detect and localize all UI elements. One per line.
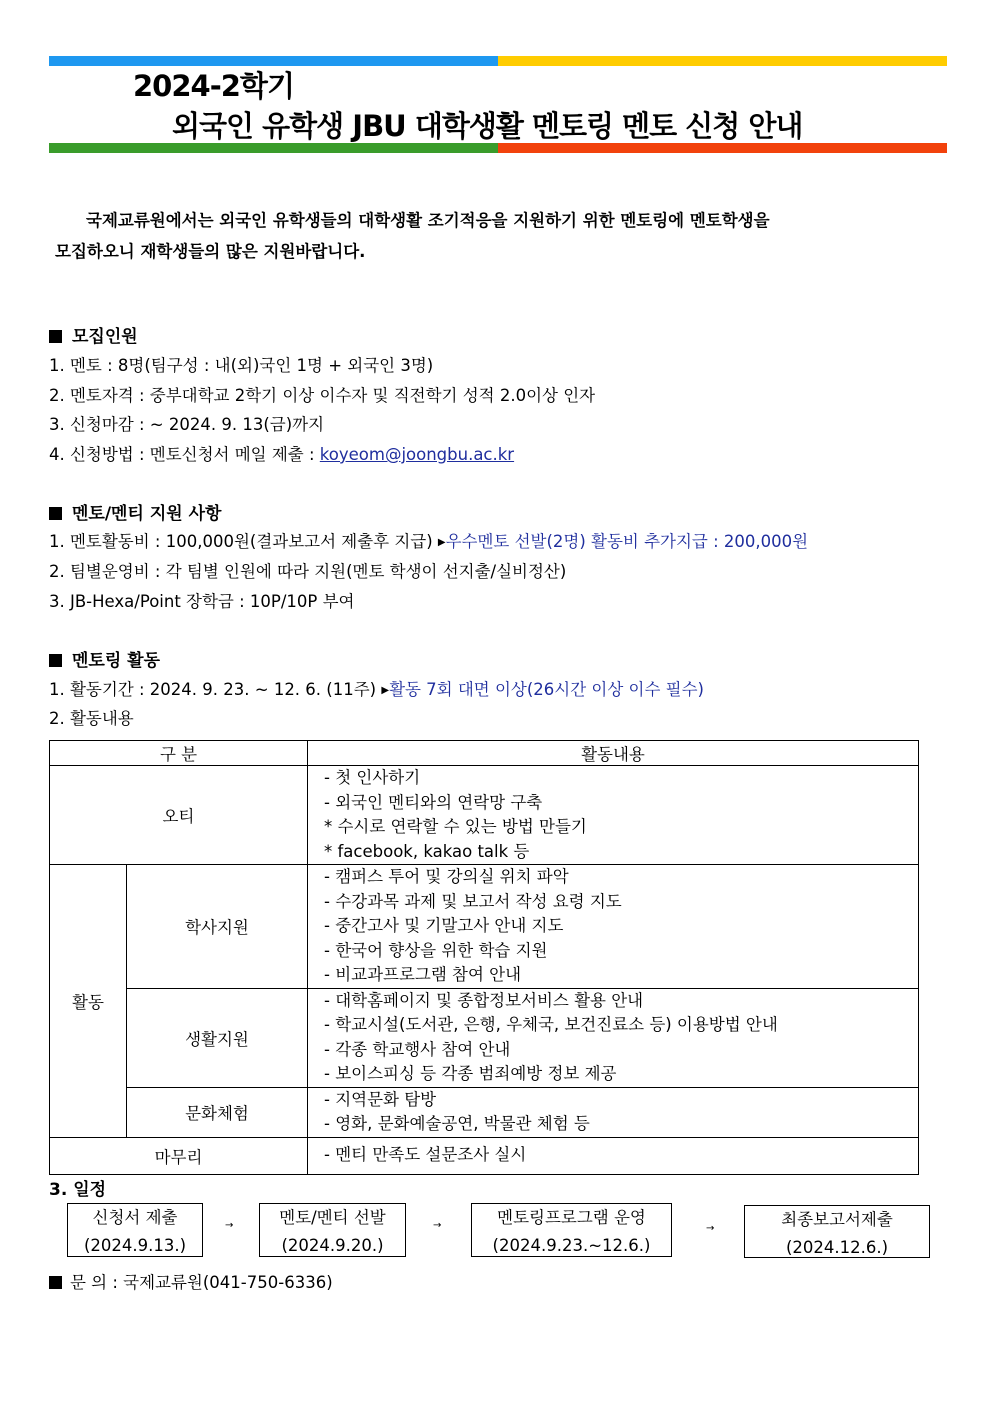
section-activity-heading: [49, 646, 160, 671]
row-list-life: [308, 988, 919, 1087]
square-bullet-icon: [49, 507, 62, 520]
arrow-right-icon: →: [433, 1220, 442, 1231]
activity-period: [49, 676, 704, 700]
list-item: * facebook, kakao talk 등: [324, 841, 530, 861]
table-header-category: 구 분: [50, 741, 308, 766]
support-item-1-note: 우수멘토 선발(2명) 활동비 추가지급 : 200,000원: [445, 532, 809, 551]
list-item: - 중간고사 및 기말고사 안내 지도: [324, 916, 564, 935]
row-list-academic: [308, 865, 919, 989]
section-recruit-heading: [49, 322, 138, 347]
row-list-ot: [308, 766, 919, 865]
list-item: - 첫 인사하기: [324, 768, 421, 787]
list-item: - 캠퍼스 투어 및 강의실 위치 파악: [324, 867, 569, 886]
intro-paragraph: [55, 205, 905, 267]
schedule-step-date: (2024.9.20.): [281, 1236, 384, 1255]
section-support-title: 멘토/멘티 지원 사항: [72, 504, 222, 524]
header-bar-yellow: [498, 56, 947, 66]
schedule-step-1: [67, 1203, 203, 1257]
list-item: - 보이스피싱 등 각종 범죄예방 정보 제공: [324, 1064, 617, 1083]
activity-period-text: 1. 활동기간 : 2024. 9. 23. ~ 12. 6. (11주): [49, 680, 377, 699]
support-item-1-text: 1. 멘토활동비 : 100,000원(결과보고서 제출후 지급): [49, 532, 433, 551]
row-label-activity: 활동: [50, 865, 127, 1138]
activity-period-note: 활동 7회 대면 이상(26시간 이상 이수 필수): [389, 680, 704, 699]
list-item: - 지역문화 탐방: [324, 1089, 437, 1109]
list-item: - 각종 학교행사 참여 안내: [324, 1039, 511, 1059]
list-item: - 멘티 만족도 설문조사 실시: [324, 1145, 527, 1165]
square-bullet-icon: [49, 330, 62, 343]
header-bar-red: [498, 143, 947, 153]
list-item: - 한국어 향상을 위한 학습 지원: [324, 940, 548, 960]
row-label-life: 생활지원: [127, 988, 308, 1087]
activity-content-label: 2. 활동내용: [49, 709, 134, 728]
table-row-academic: [50, 865, 919, 989]
schedule-step-label: 멘토링프로그램 운영: [497, 1208, 646, 1227]
recruit-item-4: [49, 441, 514, 465]
schedule-step-date: (2024.9.13.): [83, 1236, 187, 1255]
schedule-heading: 3. 일정: [49, 1180, 107, 1200]
email-link[interactable]: koyeom@joongbu.ac.kr: [319, 445, 515, 464]
section-activity-title: 멘토링 활동: [72, 651, 161, 671]
schedule-step-date: (2024.12.6.): [785, 1238, 889, 1257]
table-row-ot: [50, 766, 919, 865]
list-item: - 학교시설(도서관, 은행, 우체국, 보건진료소 등) 이용방법 안내: [324, 1015, 778, 1034]
row-list-culture: [308, 1087, 919, 1137]
recruit-item-2: 2. 멘토자격 : 중부대학교 2학기 이상 이수자 및 직전학기 성적 2.0이상 인자: [49, 386, 596, 405]
schedule-step-2: [259, 1203, 406, 1257]
square-bullet-icon: [49, 654, 62, 667]
header-bar-green: [49, 143, 498, 153]
support-item-1: [49, 528, 808, 552]
recruit-item-3: 3. 신청마감 : ~ 2024. 9. 13(금)까지: [49, 415, 325, 434]
arrow-right-icon: →: [225, 1220, 234, 1231]
activity-table: [49, 740, 919, 1175]
support-item-2: 2. 팀별운영비 : 각 팀별 인원에 따라 지원(멘토 학생이 선지출/실비정산): [49, 562, 567, 581]
section-recruit-title: 모집인원: [72, 327, 138, 347]
support-item-3: 3. JB-Hexa/Point 장학금 : 10P/10P 부여: [49, 592, 355, 611]
list-item: - 영화, 문화예술공연, 박물관 체험 등: [324, 1114, 590, 1133]
table-row-culture: [50, 1087, 919, 1137]
page-title-term: 2024-2학기: [133, 69, 294, 103]
schedule-step-label: 신청서 제출: [92, 1208, 178, 1227]
schedule-step-label: 멘토/멘티 선발: [279, 1208, 386, 1227]
list-item: - 대학홈페이지 및 종합정보서비스 활용 안내: [324, 990, 644, 1010]
page-title: 외국인 유학생 JBU 대학생활 멘토링 멘토 신청 안내: [172, 109, 803, 143]
list-item: - 외국인 멘티와의 연락망 구축: [324, 792, 543, 812]
list-item: * 수시로 연락할 수 있는 방법 만들기: [324, 817, 587, 836]
triangle-right-icon: ▶: [437, 537, 446, 548]
contact-text: 문 의 : 국제교류원(041-750-6336): [70, 1273, 333, 1292]
row-list-wrapup: [308, 1137, 919, 1174]
row-label-wrapup: 마무리: [50, 1137, 308, 1174]
recruit-item-4-label: 4. 신청방법 : 멘토신청서 메일 제출 :: [49, 445, 320, 464]
recruit-item-1: 1. 멘토 : 8명(팀구성 : 내(외)국인 1명 + 외국인 3명): [49, 356, 434, 375]
schedule-step-3: [471, 1203, 672, 1257]
table-header-row: [50, 741, 919, 766]
square-bullet-icon: [49, 1276, 62, 1289]
contact-info: [49, 1269, 333, 1293]
row-label-academic: 학사지원: [127, 865, 308, 989]
schedule-step-date: (2024.9.23.~12.6.): [492, 1236, 651, 1255]
table-row-wrapup: [50, 1137, 919, 1174]
list-item: - 수강과목 과제 및 보고서 작성 요령 지도: [324, 891, 622, 911]
row-label-culture: 문화체험: [127, 1087, 308, 1137]
schedule-step-4: [744, 1205, 930, 1258]
table-row-life: [50, 988, 919, 1087]
intro-line-2: 모집하오니 재학생들의 많은 지원바랍니다.: [55, 242, 366, 261]
arrow-right-icon: →: [706, 1223, 715, 1234]
row-label-ot: 오티: [50, 766, 308, 865]
list-item: - 비교과프로그램 참여 안내: [324, 965, 522, 984]
triangle-right-icon: ▶: [381, 685, 390, 696]
schedule-step-label: 최종보고서제출: [781, 1210, 893, 1229]
intro-line-1: 국제교류원에서는 외국인 유학생들의 대학생활 조기적응을 지원하기 위한 멘토링에 멘토학생을: [86, 211, 770, 230]
table-header-content: 활동내용: [308, 741, 919, 766]
section-support-heading: [49, 499, 221, 524]
